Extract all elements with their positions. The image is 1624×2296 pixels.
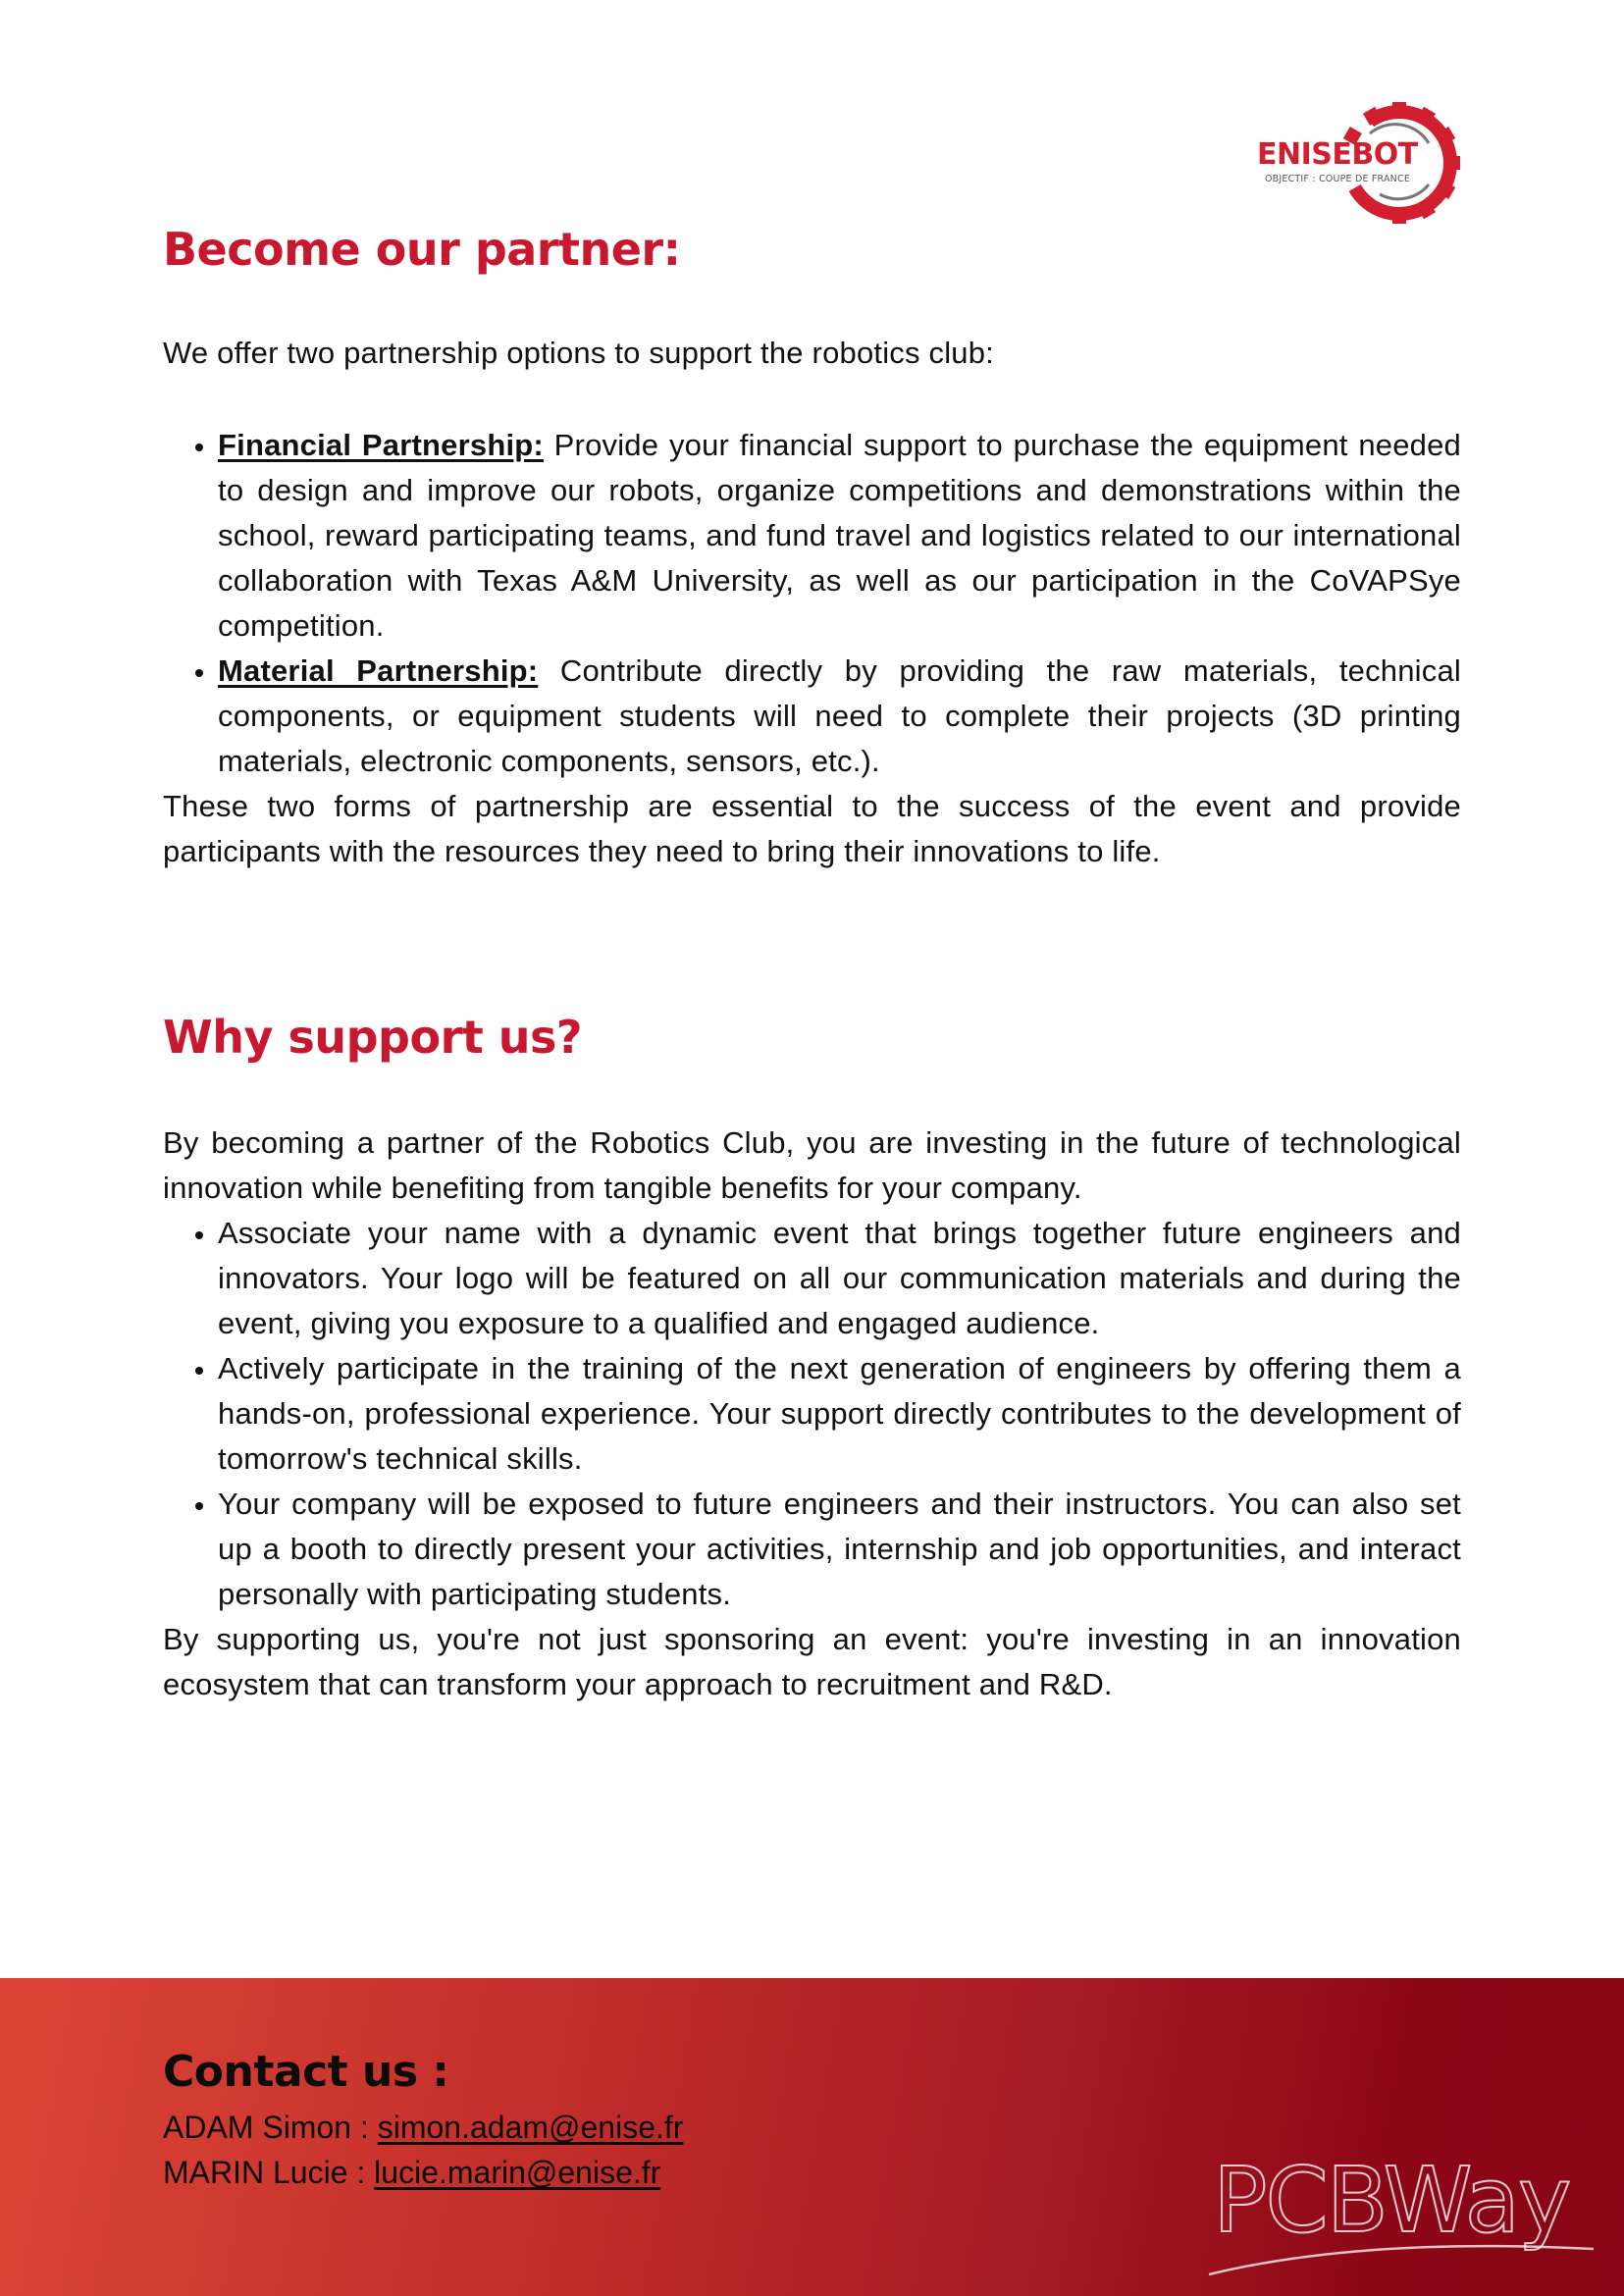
section-title-partner: Become our partner: [163,223,681,276]
logo-title: ENISEBOT [1257,137,1418,172]
logo-subtitle: OBJECTIF : COUPE DE FRANCE [1265,174,1411,184]
partner-intro: We offer two partnership options to support the robotics club: [163,336,994,370]
list-item: • Actively participate in the training of the next generation of engineers by offering them a hands-on, professional experience. Your support directly contributes to the development of tomorrow's technical skills. [218,1346,1461,1482]
partner-outro: These two forms of partnership are essential to the success of the event and provide participants with the resources they need to bring their innovations to life. [163,789,1461,868]
material-text: Contribute directly by providing the raw materials, technical components, or equipment students will need to complete their projects (3D printing materials, electronic components, sensors, etc.). [218,653,1462,778]
why-outro: By supporting us, you're not just sponsoring an event: you're investing in an innovation ecosystem that can transform your approach to recruitment and R&D. [163,1622,1461,1701]
enisebot-logo [1252,102,1470,224]
material-term: Material Partnership: [218,653,539,688]
email-link-adam[interactable]: simon.adam@enise.fr [377,2110,684,2145]
partner-block [163,423,1461,874]
benefits-list [163,1211,1461,1617]
pcbway-logo [1205,2147,1607,2284]
list-item: • Your company will be exposed to future engineers and their instructors. You can also set up a booth to directly present your activities, internship and job opportunities, and interact personally with participating students. [218,1482,1461,1617]
list-item: • Associate your name with a dynamic event that brings together future engineers and innovators. Your logo will be featured on all our communication materials and during the event, giving you exposure to a qualified and engaged audience. [218,1211,1461,1346]
contact-footer [0,1978,1624,2296]
list-item-financial [218,423,1461,649]
why-intro: By becoming a partner of the Robotics Club, you are investing in the future of technological innovation while benefiting from tangible benefits for your company. [163,1125,1461,1205]
email-link-marin[interactable]: lucie.marin@enise.fr [374,2155,661,2190]
financial-term: Financial Partnership: [218,428,544,462]
contact-adam [163,2110,683,2146]
contact-marin [163,2155,660,2191]
list-item-material [218,649,1461,784]
why-block [163,1121,1461,1707]
contact-name: MARIN Lucie : [163,2155,375,2190]
partner-options-list [163,423,1461,784]
pcbway-wordmark: PCBWay [1213,2148,1570,2253]
section-title-why: Why support us? [163,1011,583,1064]
contact-title: Contact us : [163,2047,449,2097]
financial-text: Provide your financial support to purchase the equipment needed to design and improve our robots, organize competitions and demonstrations within the school, reward participating teams, and fund travel and logistics related to our international collaboration with Texas A&M University, as well as our participation in the CoVAPSye competition. [218,428,1461,643]
contact-name: ADAM Simon : [163,2110,378,2145]
